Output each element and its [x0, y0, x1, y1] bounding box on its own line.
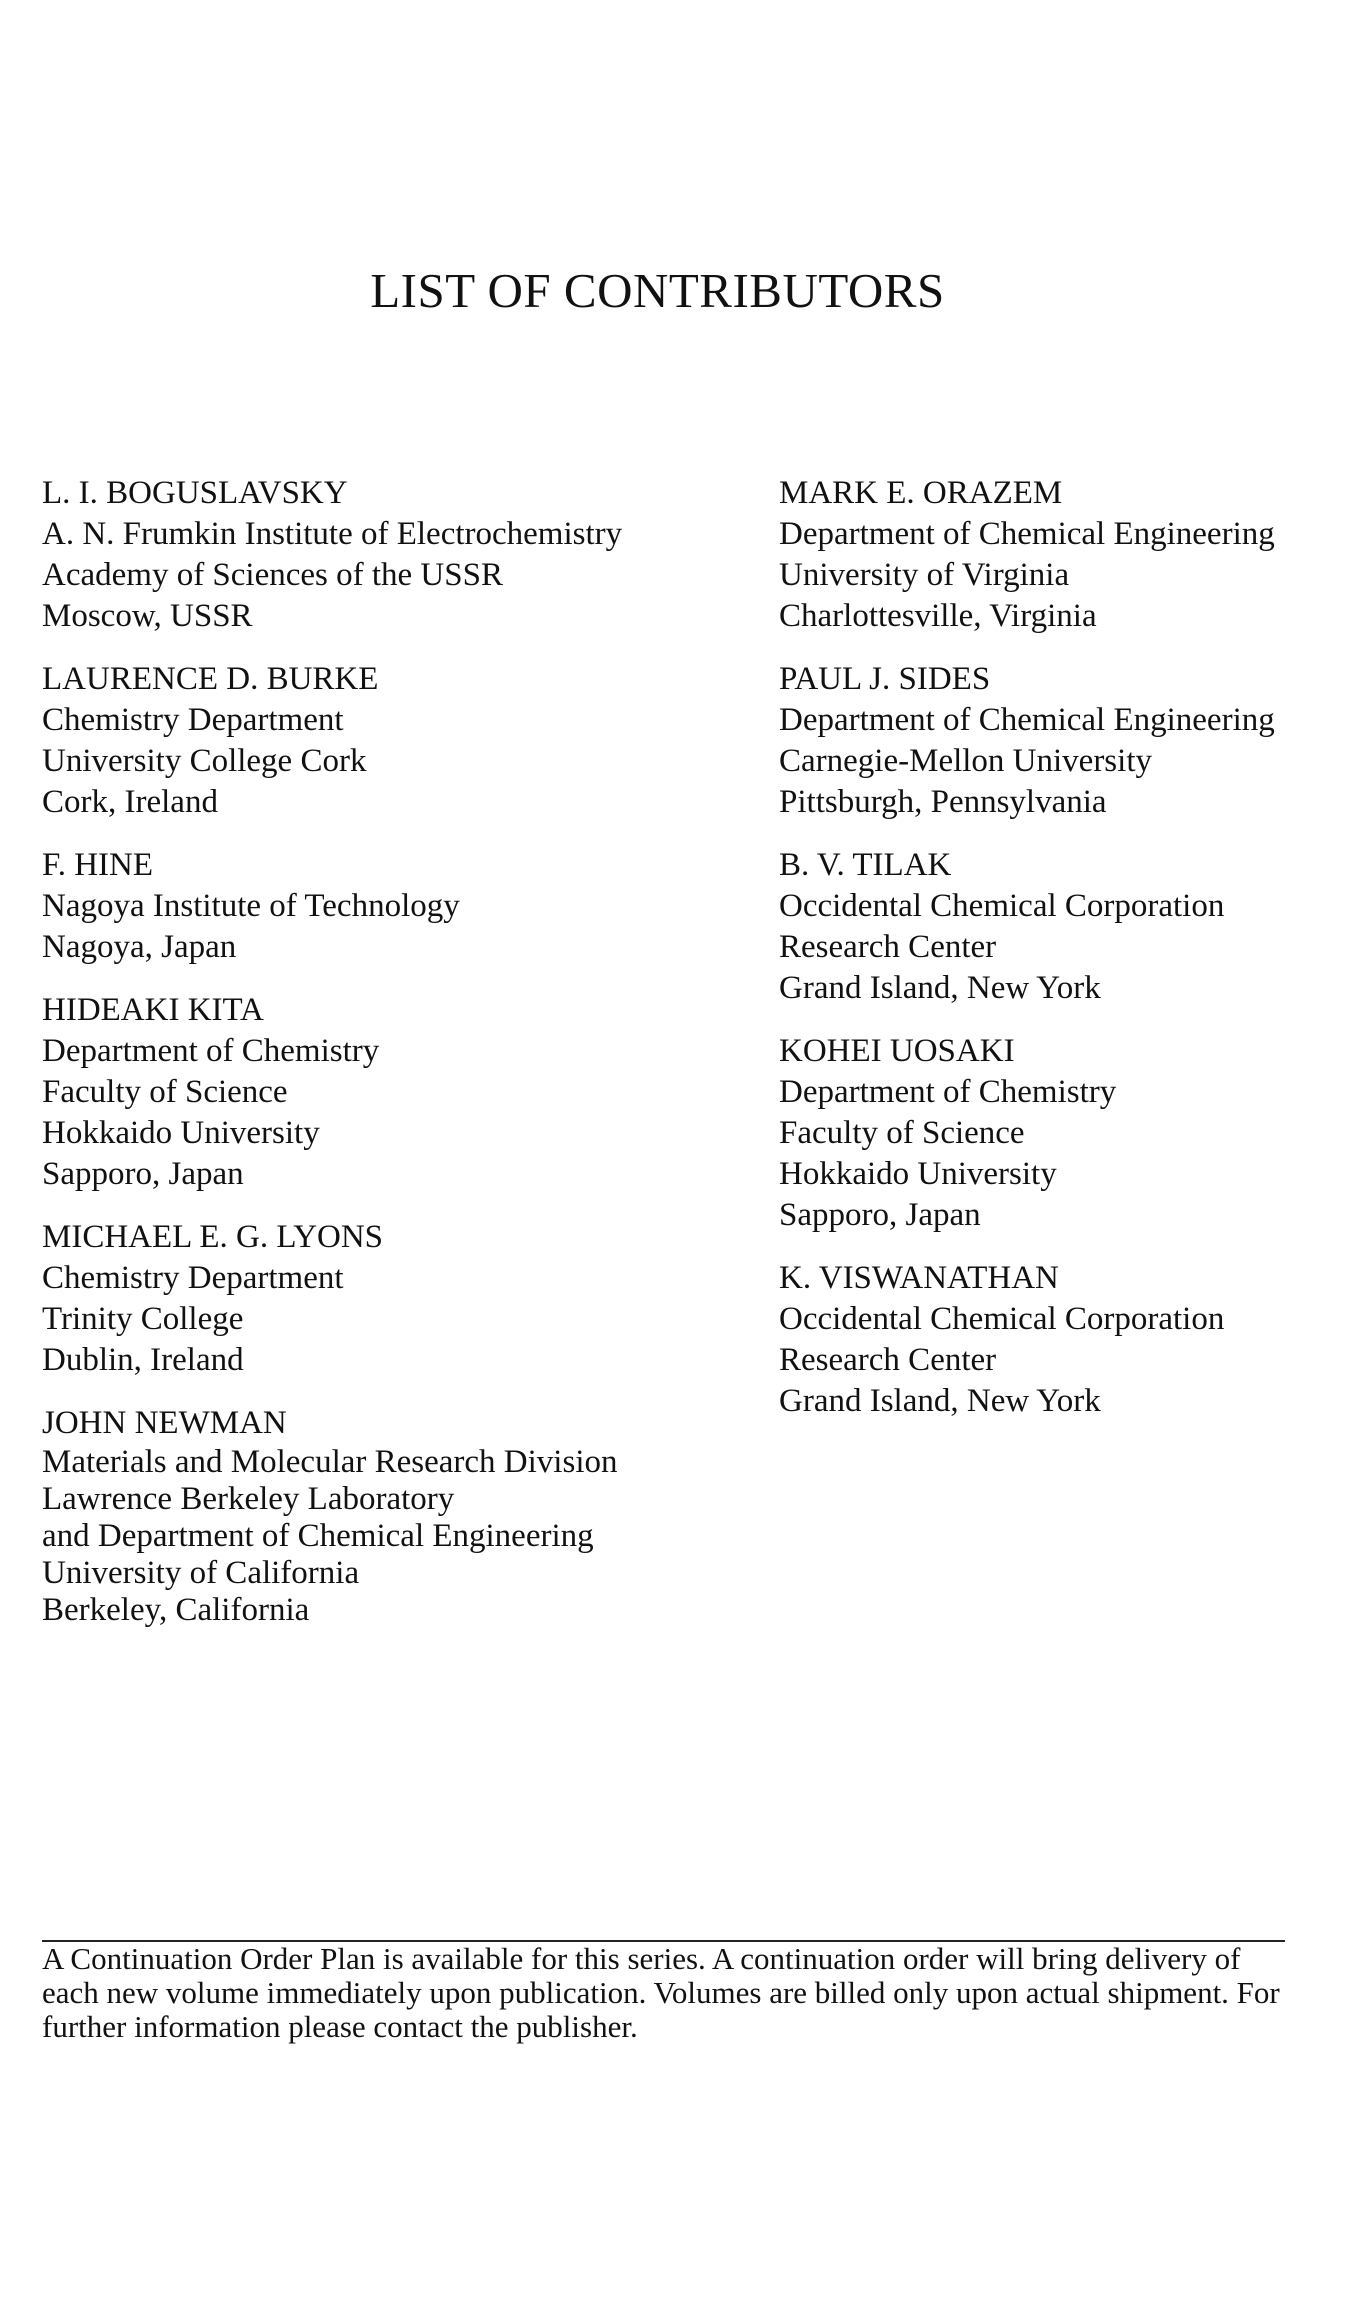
affiliation-line: University of California	[42, 1555, 360, 1591]
contributor-entry	[42, 473, 742, 637]
contributor-entry	[779, 473, 1349, 637]
contributor-name: PAUL J. SIDES	[779, 661, 991, 697]
affiliation-line: Materials and Molecular Research Division	[42, 1444, 618, 1480]
contributor-entry	[779, 659, 1349, 823]
contributors-right-column	[779, 473, 1349, 1444]
contributor-name: MICHAEL E. G. LYONS	[42, 1219, 384, 1255]
affiliation-line: Sapporo, Japan	[779, 1197, 981, 1233]
continuation-order-note: A Continuation Order Plan is available for this series. A continuation order will bring delivery of each new volume immediately upon publication. Volumes are billed only upon actual shipment. For further information please contact the publisher.	[42, 1941, 1280, 2044]
contributor-name: B. V. TILAK	[779, 847, 952, 883]
affiliation-line: Chemistry Department	[42, 1260, 344, 1296]
contributor-name: K. VISWANATHAN	[779, 1260, 1059, 1296]
contributor-name: JOHN NEWMAN	[42, 1405, 287, 1441]
affiliation-line: Academy of Sciences of the USSR	[42, 557, 503, 593]
affiliation-line: Research Center	[779, 1342, 997, 1378]
affiliation-line: Berkeley, California	[42, 1592, 310, 1628]
affiliation-line: Hokkaido University	[779, 1156, 1057, 1192]
affiliation-line: Grand Island, New York	[779, 970, 1101, 1006]
affiliation-line: Nagoya Institute of Technology	[42, 888, 460, 924]
contributor-entry	[779, 845, 1349, 1009]
affiliation-line: Chemistry Department	[42, 702, 344, 738]
affiliation-line: Trinity College	[42, 1301, 244, 1337]
contributor-name: HIDEAKI KITA	[42, 992, 264, 1028]
affiliation-line: Department of Chemistry	[779, 1074, 1117, 1110]
contributor-entry	[42, 1217, 742, 1381]
contributor-entry	[42, 990, 742, 1195]
affiliation-line: Carnegie-Mellon University	[779, 743, 1152, 779]
contributor-name: MARK E. ORAZEM	[779, 475, 1063, 511]
contributor-entry	[42, 1403, 742, 1629]
affiliation-line: Lawrence Berkeley Laboratory	[42, 1481, 455, 1517]
affiliation-line: Department of Chemical Engineering	[779, 516, 1275, 552]
contributor-entry	[42, 845, 742, 968]
affiliation-line: Hokkaido University	[42, 1115, 320, 1151]
affiliation-line: and Department of Chemical Engineering	[42, 1518, 594, 1554]
affiliation-line: Charlottesville, Virginia	[779, 598, 1097, 634]
affiliation-line: Grand Island, New York	[779, 1383, 1101, 1419]
affiliation-line: Nagoya, Japan	[42, 929, 237, 965]
affiliation-line: Occidental Chemical Corporation	[779, 1301, 1225, 1337]
affiliation-line: University of Virginia	[779, 557, 1070, 593]
affiliation-line: Sapporo, Japan	[42, 1156, 244, 1192]
page-title: LIST OF CONTRIBUTORS	[370, 263, 945, 318]
contributor-name: L. I. BOGUSLAVSKY	[42, 475, 348, 511]
contributor-name: KOHEI UOSAKI	[779, 1033, 1015, 1069]
contributor-name: F. HINE	[42, 847, 154, 883]
affiliation-line: Occidental Chemical Corporation	[779, 888, 1225, 924]
contributors-left-column	[42, 473, 742, 1651]
affiliation-line: Pittsburgh, Pennsylvania	[779, 784, 1107, 820]
affiliation-line: Cork, Ireland	[42, 784, 218, 820]
contributor-entry	[42, 659, 742, 823]
affiliation-line: Faculty of Science	[779, 1115, 1025, 1151]
affiliation-line: A. N. Frumkin Institute of Electrochemistry	[42, 516, 623, 552]
affiliation-line: Department of Chemistry	[42, 1033, 380, 1069]
affiliation-line: Research Center	[779, 929, 997, 965]
affiliation-line: Faculty of Science	[42, 1074, 288, 1110]
contributor-entry	[779, 1031, 1349, 1236]
affiliation-line: Dublin, Ireland	[42, 1342, 244, 1378]
contributor-name: LAURENCE D. BURKE	[42, 661, 379, 697]
contributor-entry	[779, 1258, 1349, 1422]
affiliation-line: University College Cork	[42, 743, 367, 779]
affiliation-line: Department of Chemical Engineering	[779, 702, 1275, 738]
affiliation-line: Moscow, USSR	[42, 598, 253, 634]
